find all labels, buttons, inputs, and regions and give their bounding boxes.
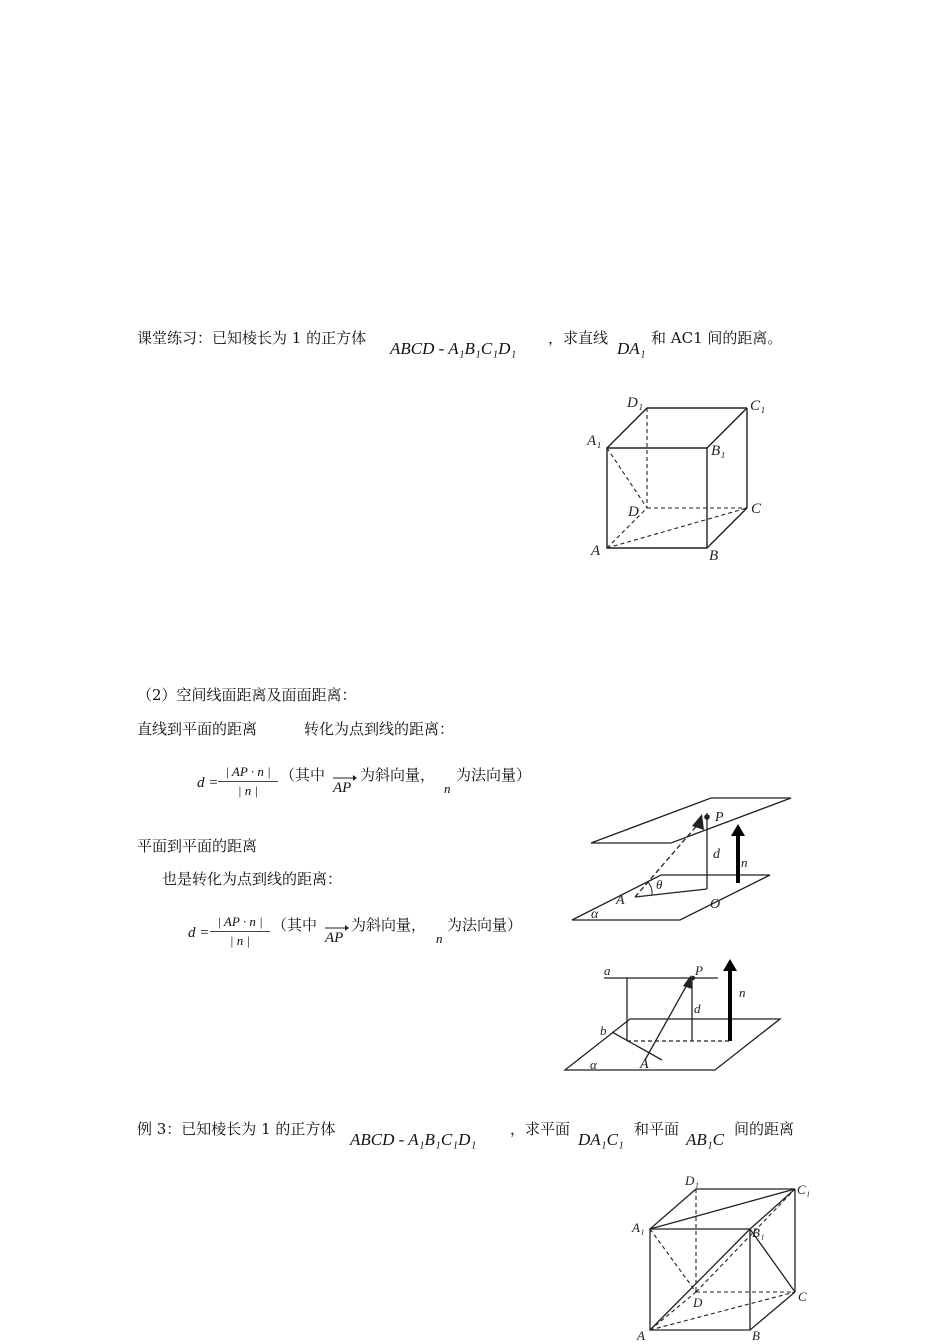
fig2-upper-plane xyxy=(591,798,791,843)
cube1-edge-ad xyxy=(607,508,647,548)
section2-title: （2）空间线面距离及面面距离： xyxy=(137,686,357,704)
cube2-line-da1 xyxy=(650,1229,696,1292)
formula1-ap: AP xyxy=(333,780,352,796)
fig2-label-theta: θ xyxy=(656,877,663,892)
fig3-label-d: d xyxy=(694,1001,701,1016)
fig3-vector-ap xyxy=(645,983,688,1060)
plane-plane-heading: 平面到平面的距离 xyxy=(137,837,258,855)
fig2-label-alpha: α xyxy=(591,907,599,922)
practice-mid: ，求直线 xyxy=(548,329,609,347)
fig2-label-o: O xyxy=(710,897,721,912)
fig3-label-a-line: a xyxy=(604,963,611,978)
formula2-denominator: | n | xyxy=(229,933,251,948)
fig3-plane-alpha xyxy=(565,1019,780,1070)
fig2-label-p: P xyxy=(715,810,724,825)
formula2-note2: 为斜向量， xyxy=(351,916,427,934)
cube1-label-d: D xyxy=(628,504,639,520)
cube1-label-b: B xyxy=(709,548,719,564)
fig2-line-ao xyxy=(635,889,707,897)
cube2-label-d: D xyxy=(693,1295,703,1310)
cube2-line-dc1 xyxy=(696,1189,795,1292)
fig2-lower-plane xyxy=(572,875,770,920)
example3-and: 和平面 xyxy=(634,1120,680,1138)
formula2-fraction xyxy=(210,913,270,950)
cube2-label-c: C xyxy=(798,1289,807,1304)
formula1-note2: 为斜向量， xyxy=(360,766,436,784)
formula2-ap-arrow xyxy=(325,925,349,931)
example3-plane1: DA₁C₁ xyxy=(578,1130,624,1149)
fig2-point-p xyxy=(704,814,710,820)
formula2-ap: AP xyxy=(325,930,344,946)
fig2-arrowhead-ap xyxy=(692,814,704,830)
cube1-label-c1: C₁ xyxy=(750,398,766,414)
formula2-note1: （其中 xyxy=(272,916,318,934)
fig3-label-b: b xyxy=(600,1023,607,1038)
practice-line: DA₁ xyxy=(617,339,646,358)
fig3-label-alpha: α xyxy=(590,1057,597,1072)
fig3-label-p: P xyxy=(695,963,703,978)
formula1-note1: （其中 xyxy=(280,766,326,784)
formula1-denominator: | n | xyxy=(237,783,259,798)
fig2-normal-arrowhead xyxy=(731,824,745,836)
cube2-label-a: A xyxy=(637,1328,645,1343)
formula1-fraction xyxy=(218,763,278,800)
fig2-angle-arc xyxy=(648,882,652,895)
practice-prefix: 课堂练习：已知棱长为 1 的正方体 xyxy=(137,329,367,347)
fig3-line-b xyxy=(612,1032,662,1060)
example3-plane2: AB₁C xyxy=(686,1130,725,1149)
example3-mid: ，求平面 xyxy=(510,1120,571,1138)
practice-suffix: 和 AC1 间的距离。 xyxy=(651,329,783,347)
formula1-n: n xyxy=(444,781,451,796)
formula1-note3: 为法向量） xyxy=(456,766,532,784)
fig2-label-n: n xyxy=(741,855,748,870)
cube1-label-d1: D₁ xyxy=(627,395,644,411)
cube1-label-c: C xyxy=(751,501,762,517)
cube2-label-c1: C₁ xyxy=(797,1182,811,1197)
line-plane-figure xyxy=(560,955,790,1075)
cube1-label-b1: B₁ xyxy=(711,443,726,459)
line-plane-heading: 直线到平面的距离 xyxy=(137,720,258,738)
formula2-d: d = xyxy=(188,925,210,941)
fig2-label-a: A xyxy=(616,893,625,908)
formula1-ap-arrow xyxy=(333,775,357,781)
cube1-label-a1: A₁ xyxy=(587,433,602,449)
cube2-label-b: B xyxy=(752,1328,760,1343)
formula2-numerator: | AP · n | xyxy=(217,914,263,929)
fig3-normal-arrowhead xyxy=(723,959,737,971)
cube2-line-ab1 xyxy=(650,1229,750,1330)
formula1-d: d = xyxy=(197,775,219,791)
plane-plane-also: 也是转化为点到线的距离： xyxy=(162,870,343,888)
fig2-vector-ap xyxy=(635,822,700,897)
cube-figure-2 xyxy=(625,1170,825,1344)
line-plane-convert: 转化为点到线的距离： xyxy=(304,720,455,738)
example3-suffix: 间的距离 xyxy=(734,1120,795,1138)
practice-cube: ABCD - A₁B₁C₁D₁ xyxy=(390,339,517,358)
fig3-label-n: n xyxy=(739,985,746,1000)
plane-distance-figure xyxy=(565,790,805,930)
cube1-edge-b1c1 xyxy=(707,408,747,448)
cube1-edge-bc xyxy=(707,508,747,548)
cube2-label-b1: B₁ xyxy=(752,1225,765,1240)
formula2-n: n xyxy=(436,931,443,946)
cube1-edge-a1d1 xyxy=(607,408,647,448)
fig3-label-a-point: A xyxy=(640,1057,649,1072)
cube1-line-da1 xyxy=(607,448,647,508)
formula1-numerator: | AP · n | xyxy=(225,764,271,779)
fig3-arrowhead-ap xyxy=(683,975,692,989)
cube2-label-a1: A₁ xyxy=(632,1220,645,1235)
example3-cube: ABCD - A₁B₁C₁D₁ xyxy=(350,1130,477,1149)
cube1-label-a: A xyxy=(591,543,601,559)
example3-prefix: 例 3：已知棱长为 1 的正方体 xyxy=(137,1120,336,1138)
cube2-label-d1: D₁ xyxy=(685,1173,699,1188)
formula2-note3: 为法向量） xyxy=(447,916,523,934)
fig2-label-d: d xyxy=(713,847,720,862)
cube-figure-1 xyxy=(580,385,780,570)
